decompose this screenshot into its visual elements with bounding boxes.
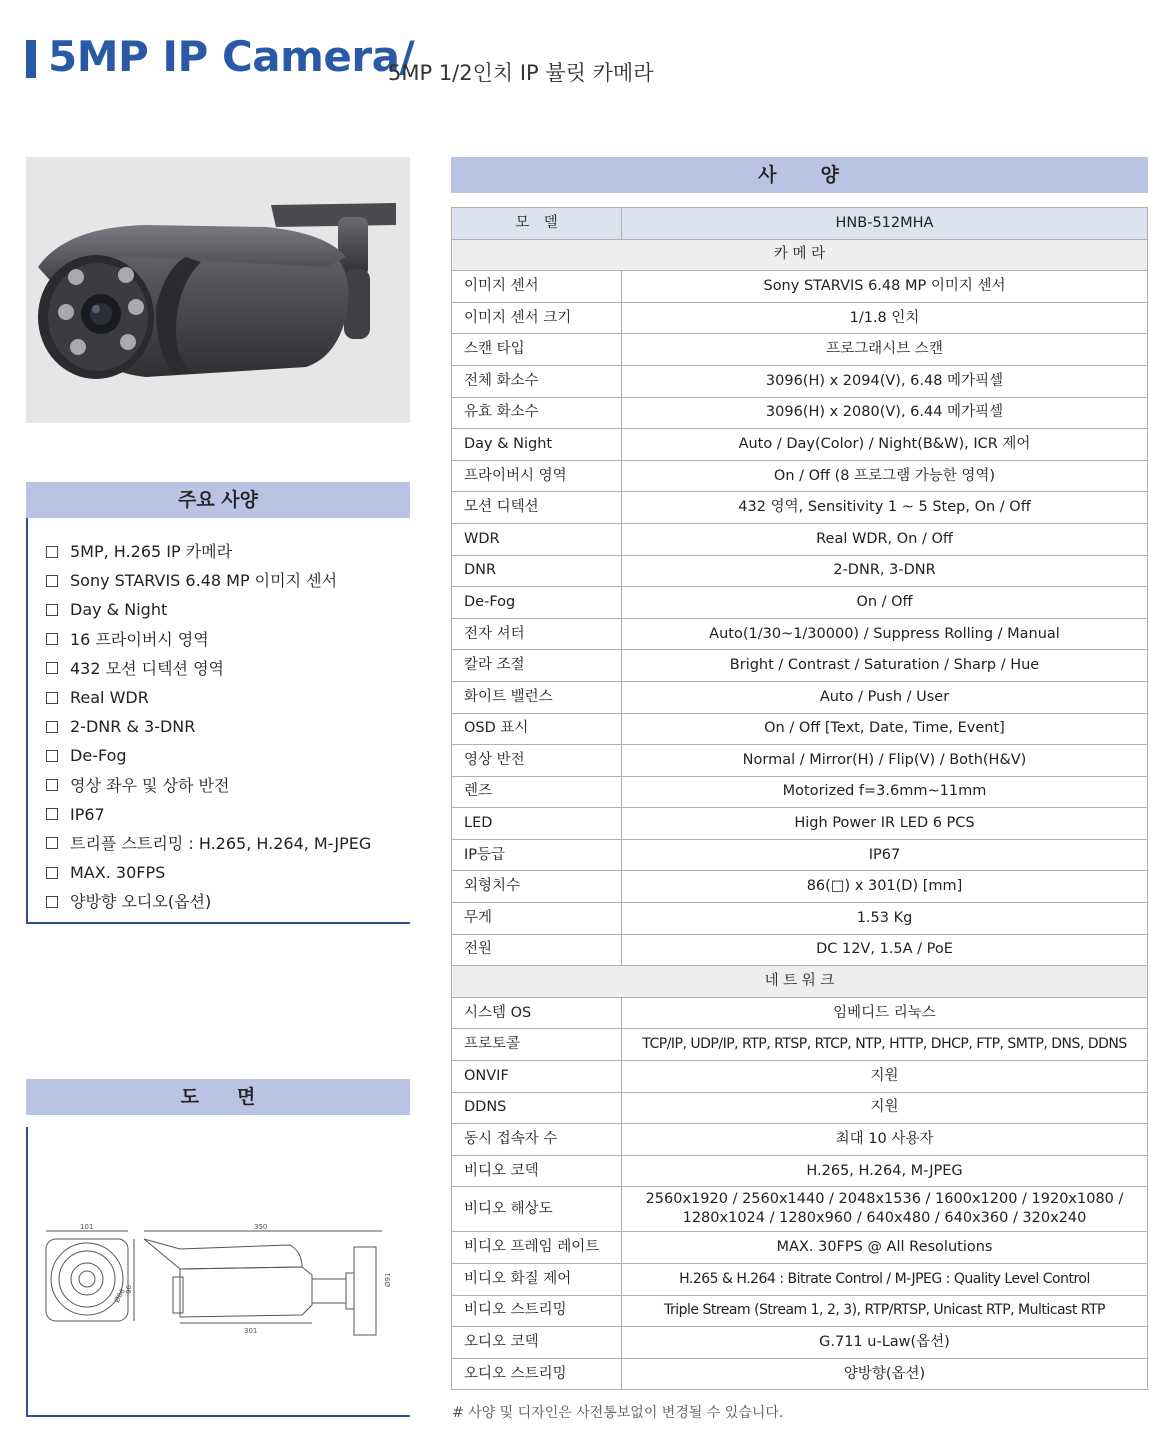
- spec-row: [452, 271, 1148, 303]
- spec-value: 1.53 Kg: [622, 903, 1148, 935]
- feature-item: Real WDR: [46, 683, 371, 712]
- spec-row: [452, 397, 1148, 429]
- spec-key: 칼라 조절: [452, 650, 622, 682]
- spec-row: [452, 713, 1148, 745]
- spec-row: [452, 934, 1148, 966]
- spec-value: Triple Stream (Stream 1, 2, 3), RTP/RTSP, Unicast RTP, Multicast RTP: [622, 1295, 1148, 1327]
- spec-row: [452, 1327, 1148, 1359]
- spec-key: 프로토콜: [452, 1029, 622, 1061]
- spec-row: [452, 460, 1148, 492]
- feature-item: IP67: [46, 800, 371, 829]
- spec-key: 전원: [452, 934, 622, 966]
- spec-key: 비디오 프레임 레이트: [452, 1232, 622, 1264]
- checkbox-icon: [46, 633, 58, 645]
- dim-front-diameter: Ø86: [112, 1287, 127, 1304]
- spec-key: 오디오 코덱: [452, 1327, 622, 1359]
- spec-key: 이미지 센서 크기: [452, 302, 622, 334]
- drawing-header: 도 면: [26, 1079, 410, 1115]
- spec-key: 렌즈: [452, 776, 622, 808]
- feature-item: Sony STARVIS 6.48 MP 이미지 센서: [46, 566, 371, 595]
- spec-row: [452, 1232, 1148, 1264]
- spec-row: [452, 776, 1148, 808]
- spec-value: Auto(1/30~1/30000) / Suppress Rolling / Manual: [622, 618, 1148, 650]
- spec-row: [452, 839, 1148, 871]
- spec-key: 화이트 밸런스: [452, 681, 622, 713]
- dim-front-width: 101: [80, 1223, 94, 1231]
- section-row-camera: [452, 239, 1148, 271]
- spec-value: TCP/IP, UDP/IP, RTP, RTSP, RTCP, NTP, HTTP, DHCP, FTP, SMTP, DNS, DDNS: [622, 1029, 1148, 1061]
- spec-row: [452, 903, 1148, 935]
- spec-value: 3096(H) x 2094(V), 6.48 메가픽셀: [622, 365, 1148, 397]
- spec-value: Bright / Contrast / Saturation / Sharp / Hue: [622, 650, 1148, 682]
- spec-key: IP등급: [452, 839, 622, 871]
- spec-key: 비디오 스트리밍: [452, 1295, 622, 1327]
- spec-key: 영상 반전: [452, 745, 622, 777]
- spec-key: 전자 셔터: [452, 618, 622, 650]
- spec-value: 지원: [622, 1061, 1148, 1093]
- spec-row: [452, 745, 1148, 777]
- feature-item: Day & Night: [46, 595, 371, 624]
- spec-row: [452, 492, 1148, 524]
- spec-row: [452, 1155, 1148, 1187]
- spec-value: 최대 10 사용자: [622, 1124, 1148, 1156]
- spec-row: [452, 1264, 1148, 1296]
- spec-value: MAX. 30FPS @ All Resolutions: [622, 1232, 1148, 1264]
- spec-key: 프라이버시 영역: [452, 460, 622, 492]
- spec-key: ONVIF: [452, 1061, 622, 1093]
- spec-value: Auto / Day(Color) / Night(B&W), ICR 제어: [622, 429, 1148, 461]
- checkbox-icon: [46, 604, 58, 616]
- spec-row: [452, 555, 1148, 587]
- spec-value: DC 12V, 1.5A / PoE: [622, 934, 1148, 966]
- spec-value: Normal / Mirror(H) / Flip(V) / Both(H&V): [622, 745, 1148, 777]
- checkbox-icon: [46, 575, 58, 587]
- checkbox-icon: [46, 867, 58, 879]
- checkbox-icon: [46, 546, 58, 558]
- disclaimer-note: # 사양 및 디자인은 사전통보없이 변경될 수 있습니다.: [452, 1405, 784, 1421]
- spec-row: [452, 1029, 1148, 1061]
- spec-value: 2-DNR, 3-DNR: [622, 555, 1148, 587]
- spec-key: 시스템 OS: [452, 997, 622, 1029]
- dim-side-diameter: Ø91: [384, 1272, 392, 1287]
- spec-key: 무게: [452, 903, 622, 935]
- spec-row: [452, 1124, 1148, 1156]
- spec-row: [452, 681, 1148, 713]
- spec-table: [451, 207, 1148, 1390]
- model-value: HNB-512MHA: [622, 208, 1148, 240]
- spec-key: Day & Night: [452, 429, 622, 461]
- spec-value: 86(□) x 301(D) [mm]: [622, 871, 1148, 903]
- product-photo: [26, 157, 410, 423]
- spec-key: De-Fog: [452, 587, 622, 619]
- spec-key: 비디오 화질 제어: [452, 1264, 622, 1296]
- spec-key: 비디오 코덱: [452, 1155, 622, 1187]
- spec-key: 외형치수: [452, 871, 622, 903]
- dimension-drawing: [30, 1127, 410, 1413]
- page-title: 5MP IP Camera/: [48, 32, 415, 81]
- spec-row: [452, 523, 1148, 555]
- feature-item: 432 모션 디텍션 영역: [46, 654, 371, 683]
- spec-row: [452, 1092, 1148, 1124]
- spec-row: [452, 429, 1148, 461]
- checkbox-icon: [46, 896, 58, 908]
- checkbox-icon: [46, 662, 58, 674]
- spec-value: 2560x1920 / 2560x1440 / 2048x1536 / 1600x1200 / 1920x1080 / 1280x1024 / 1280x960 / 640x480 / 640x360 / 320x240: [622, 1187, 1148, 1232]
- feature-item: 5MP, H.265 IP 카메라: [46, 537, 371, 566]
- checkbox-icon: [46, 779, 58, 791]
- spec-value: H.265 & H.264 : Bitrate Control / M-JPEG : Quality Level Control: [622, 1264, 1148, 1296]
- spec-key: 모션 디텍션: [452, 492, 622, 524]
- spec-key: LED: [452, 808, 622, 840]
- spec-row: [452, 997, 1148, 1029]
- spec-row: [452, 1061, 1148, 1093]
- page-subtitle: 5MP 1/2인치 IP 뷸릿 카메라: [388, 61, 654, 85]
- spec-value: High Power IR LED 6 PCS: [622, 808, 1148, 840]
- spec-row: [452, 365, 1148, 397]
- feature-item: 양방향 오디오(옵션): [46, 887, 371, 916]
- spec-key: DDNS: [452, 1092, 622, 1124]
- spec-key: 동시 접속자 수: [452, 1124, 622, 1156]
- spec-key: 이미지 센서: [452, 271, 622, 303]
- feature-item: 16 프라이버시 영역: [46, 625, 371, 654]
- section-title-network: 네 트 워 크: [452, 966, 1148, 998]
- dim-side-body: 301: [244, 1327, 258, 1335]
- spec-key: 스캔 타입: [452, 334, 622, 366]
- spec-value: 1/1.8 인치: [622, 302, 1148, 334]
- feature-item: 트리플 스트리밍 : H.265, H.264, M-JPEG: [46, 829, 371, 858]
- spec-value: 프로그래시브 스캔: [622, 334, 1148, 366]
- feature-item: 영상 좌우 및 상하 반전: [46, 771, 371, 800]
- spec-value: 432 영역, Sensitivity 1 ~ 5 Step, On / Off: [622, 492, 1148, 524]
- spec-value: 임베디드 리눅스: [622, 997, 1148, 1029]
- spec-key: OSD 표시: [452, 713, 622, 745]
- checkbox-icon: [46, 692, 58, 704]
- spec-row: [452, 618, 1148, 650]
- spec-row: [452, 302, 1148, 334]
- checkbox-icon: [46, 750, 58, 762]
- spec-value: Real WDR, On / Off: [622, 523, 1148, 555]
- spec-key: DNR: [452, 555, 622, 587]
- checkbox-icon: [46, 837, 58, 849]
- feature-item: MAX. 30FPS: [46, 858, 371, 887]
- drawing-panel: [26, 1127, 410, 1417]
- spec-row: [452, 334, 1148, 366]
- spec-value: Sony STARVIS 6.48 MP 이미지 센서: [622, 271, 1148, 303]
- dim-side-length: 350: [254, 1223, 268, 1231]
- section-row-network: [452, 966, 1148, 998]
- spec-key: 전체 화소수: [452, 365, 622, 397]
- spec-value: Motorized f=3.6mm~11mm: [622, 776, 1148, 808]
- model-row: [452, 208, 1148, 240]
- spec-row: [452, 1187, 1148, 1232]
- spec-row: [452, 1295, 1148, 1327]
- spec-value: On / Off (8 프로그램 가능한 영역): [622, 460, 1148, 492]
- checkbox-icon: [46, 721, 58, 733]
- spec-key: 오디오 스트리밍: [452, 1358, 622, 1390]
- spec-value: IP67: [622, 839, 1148, 871]
- spec-value: 지원: [622, 1092, 1148, 1124]
- spec-value: 양방향(옵션): [622, 1358, 1148, 1390]
- spec-key: WDR: [452, 523, 622, 555]
- features-header: 주요 사양: [26, 482, 410, 518]
- features-panel: [26, 518, 410, 924]
- spec-value: H.265, H.264, M-JPEG: [622, 1155, 1148, 1187]
- features-list: [46, 537, 371, 916]
- spec-key: 유효 화소수: [452, 397, 622, 429]
- section-title-camera: 카 메 라: [452, 239, 1148, 271]
- spec-row: [452, 808, 1148, 840]
- spec-value: 3096(H) x 2080(V), 6.44 메가픽셀: [622, 397, 1148, 429]
- spec-key: 비디오 해상도: [452, 1187, 622, 1232]
- model-label: 모 델: [452, 208, 622, 240]
- dim-front-height: 96: [124, 1285, 132, 1294]
- checkbox-icon: [46, 808, 58, 820]
- spec-row: [452, 587, 1148, 619]
- feature-item: De-Fog: [46, 741, 371, 770]
- spec-row: [452, 871, 1148, 903]
- spec-value: Auto / Push / User: [622, 681, 1148, 713]
- spec-value: On / Off: [622, 587, 1148, 619]
- feature-item: 2-DNR & 3-DNR: [46, 712, 371, 741]
- spec-row: [452, 650, 1148, 682]
- spec-value: G.711 u-Law(옵션): [622, 1327, 1148, 1359]
- title-accent-bar: [26, 40, 36, 78]
- spec-row: [452, 1358, 1148, 1390]
- spec-header: 사 양: [451, 157, 1148, 193]
- spec-value: On / Off [Text, Date, Time, Event]: [622, 713, 1148, 745]
